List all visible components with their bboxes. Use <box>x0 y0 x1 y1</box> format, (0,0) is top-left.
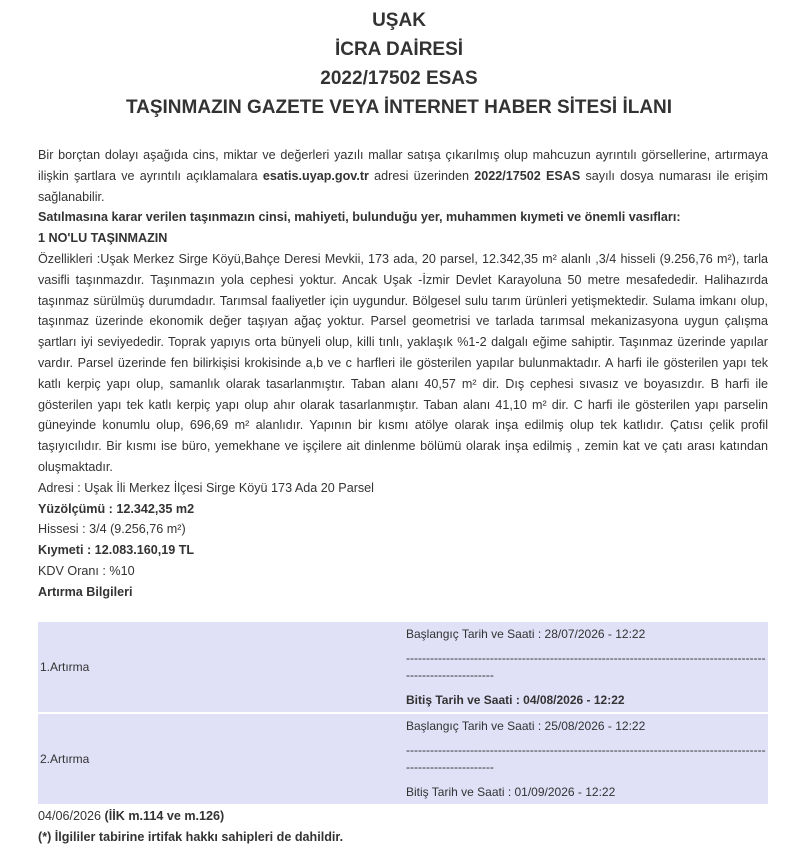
notice-header <box>0 6 798 122</box>
auction-label: 1.Artırma <box>38 622 402 713</box>
auction-dates <box>402 622 768 713</box>
intro-text-3: sayılı dosya numarası ile erişim sağlanabilir. <box>38 168 768 204</box>
auction-start: Başlangıç Tarih ve Saati : 25/08/2026 - 12:22 <box>406 719 646 733</box>
auction-label: 2.Artırma <box>38 713 402 805</box>
auction-row-2 <box>38 713 768 805</box>
property-value: Kıymeti : 12.083.160,19 TL <box>38 543 195 558</box>
footer-date-line <box>38 806 768 827</box>
auction-start: Başlangıç Tarih ve Saati : 28/07/2026 - 12:22 <box>406 627 646 641</box>
notice-title: TAŞINMAZIN GAZETE VEYA İNTERNET HABER SİTESİ İLANI <box>125 97 673 118</box>
footer-note: (*) İlgililer tabirine irtifak hakkı sahipleri de dahildir. <box>38 830 344 844</box>
property-area: Yüzölçümü : 12.342,35 m2 <box>38 501 195 516</box>
property-features: Özellikleri :Uşak Merkez Sirge Köyü,Bahçe Deresi Mevkii, 173 ada, 20 parsel, 12.342,35 m² alanlı ,3/4 hisseli (9.256,76 m²), tarla vasifli taşınmazdır. Taşınmazın yola cephesi yoktur. Ancak Uşak -İzmir Devlet Karayoluna 50 metre mesafededir. Halihazırda taşınmaz sürülmüş durumdadır. Tarımsal faaliyetler için uygundur. Bölgesel sulu tarım ürünleri yetişmektedir. Sulama imkanı olup, taşınmaz üzerinde ekonomik değer taşıyan ağaç yoktur. Parsel geometrisi ve tarlada tarımsal mekanizasyona uygun çalışma şartları iyi seviyededir. Toprak yapıyıs orta bünyeli olup, killi tınlı, yaklaşık %1-2 dalgalı eğime sahiptir. Taşınmaz üzerinde yapılar vardır. Parsel üzerinde fen bilirkişisi krokisinde a,b ve c harfleri ile gösterilen yapılar bulunmaktadır. A harfi ile gösterilen yapı tek katlı kerpiç yapı olup, samanlık olarak tasarlanmıştır. Taban alanı 40,57 m² dir. Dış cephesi sıvasız ve boyasızdır. B harfi ile gösterilen yapı tek katlı kerpiç yapı olup ahır olarak tasarlanmıştır. Taban alanı 41,10 m² dir. C harfi ile gösterilen yapı parselin güneyinde konumlu olup, 696,69 m² alanlıdır. Yapının bir kısmı atölye olarak inşa edilmiş olup tek katlıdır. Çatısı çelik profil taşıyıcılıdır. Bir kısmı ise büro, yemekhane ve işçilere ait dinlenme bölümü olarak inşa edilmiş , zemin kat ve çatı arası katından oluşmaktadır. <box>38 251 768 474</box>
property-address: Adresi : Uşak İli Merkez İlçesi Sirge Köyü 173 Ada 20 Parsel <box>38 480 374 495</box>
property-heading: Satılmasına karar verilen taşınmazın cinsi, mahiyeti, bulunduğu yer, muhammen kıymeti ve önemli vasıfları: <box>38 210 681 225</box>
intro-paragraph <box>38 145 768 207</box>
auction-row-1 <box>38 622 768 713</box>
intro-text-1: Bir borçtan dolayı aşağıda cins, miktar ve değerleri yazılı mallar satışa çıkarılmış olup mahcuzun ayrıntılı görsellerine, artırmaya ilişkin şartlara ve ayrıntılı açıklamalara <box>38 148 768 183</box>
property-vat: KDV Oranı : %10 <box>38 563 135 578</box>
footer-date: 04/06/2026 <box>38 809 102 823</box>
auction-separator: ---------------------------------------------------------------------------------------------------------------- <box>406 743 766 774</box>
case-number-title: 2022/17502 ESAS <box>320 68 478 89</box>
office-title: İCRA DAİRESİ <box>334 39 464 60</box>
city-title: UŞAK <box>372 10 426 31</box>
auction-separator: ---------------------------------------------------------------------------------------------------------------- <box>406 651 766 682</box>
notice-body <box>38 145 768 603</box>
auction-end: Bitiş Tarih ve Saati : 01/09/2026 - 12:22 <box>406 785 616 799</box>
property-number: 1 NO'LU TAŞINMAZIN <box>38 231 168 246</box>
esatis-link[interactable]: esatis.uyap.gov.tr <box>262 168 369 183</box>
intro-text-2: adresi üzerinden <box>368 168 475 183</box>
footer-law-reference: (İİK m.114 ve m.126) <box>104 809 225 823</box>
intro-case-number: 2022/17502 ESAS <box>474 168 581 183</box>
property-share: Hissesi : 3/4 (9.256,76 m²) <box>38 522 186 537</box>
auction-heading: Artırma Bilgileri <box>38 584 133 599</box>
notice-footer <box>38 806 768 848</box>
auction-dates <box>402 713 768 805</box>
auction-end: Bitiş Tarih ve Saati : 04/08/2026 - 12:22 <box>406 693 625 707</box>
auction-table <box>38 622 768 806</box>
